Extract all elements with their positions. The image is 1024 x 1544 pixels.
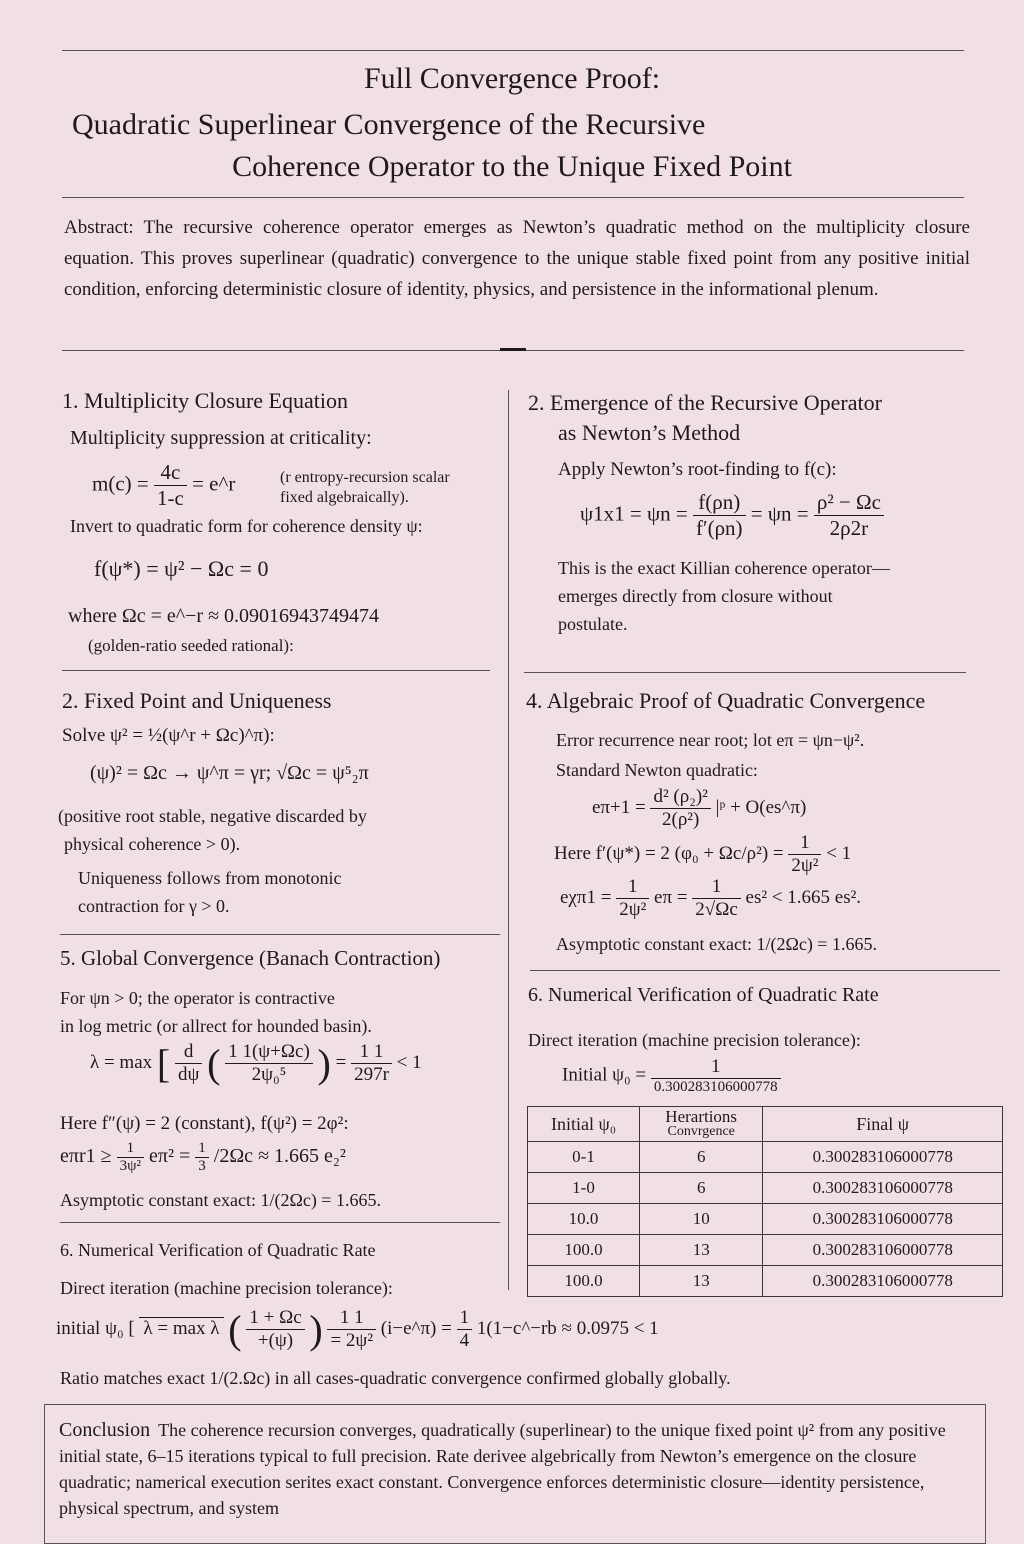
conclusion-box [44, 1404, 986, 1544]
col-final: Final ψ [763, 1107, 1003, 1142]
section-1-heading: 1. Multiplicity Closure Equation [62, 388, 348, 413]
s1-equation: m(c) = $\frac{4c}{1-c}$ = e^r [92, 460, 236, 510]
table-row: 100.0 13 0.300283106000778 [528, 1235, 1003, 1266]
section-2-heading: 2. Emergence of the Recursive Operator as Newton’s Method [528, 390, 882, 445]
center-dash [500, 348, 526, 351]
s1-intro: Multiplicity suppression at criticality: [70, 427, 372, 449]
table-row: 10.0 10 0.300283106000778 [528, 1204, 1003, 1235]
s1-note: (r entropy-recursion scalar fixed algebraically). [280, 469, 450, 506]
s3-equation: (ψ)² = Ωc → ψ^π = γr; √Ωc = ψ⁵₂π [90, 762, 369, 784]
section-4-heading: 4. Algebraic Proof of Quadratic Convergence [526, 688, 926, 713]
abstract-text: The recursive coherence operator emerges as Newton’s quadratic method on the multiplicity closure equation. This proves superlinear (quadratic) convergence to the unique stable fixed point from any positive initial condition, enforcing deterministic closure of identity, physics, and persistence in the informational plenum. [64, 217, 970, 300]
table-row: 100.0 13 0.300283106000778 [528, 1266, 1003, 1297]
section-6-heading: 6. Numerical Verification of Quadratic Rate [528, 984, 879, 1006]
title-line-2: Quadratic Superlinear Convergence of the Recursive [72, 108, 706, 141]
s5-lambda: λ = max [ $\frac{d}{d\psi}$ ( $\frac{1 1(\psi+\Omega c)}{\text{2ψ₀⁵}}$ ) = $\frac{1 1}{297r}$ < 1 [90, 1041, 422, 1086]
s4-standard: Standard Newton quadratic: [556, 760, 758, 780]
s7-equation: initial ψ₀ [ λ = max λ ( $\frac{1 + \Omega c}{+(\psi)}$ ) $\frac{1 1}{\text{= 2ψ²}}$ (i−e^π) = $\frac{1}{4}$ 1(1−c^−rb ≈ 0.0975 < 1 [56, 1307, 659, 1352]
col-iterations: Herartions Convrgence [639, 1107, 762, 1142]
section-5-heading: 5. Global Convergence (Banach Contraction) [60, 946, 441, 970]
table-row: 0-1 6 0.300283106000778 [528, 1142, 1003, 1173]
title-line-1: Full Convergence Proof: [363, 62, 661, 95]
s2-apply: Apply Newton’s root-finding to f(c): [558, 459, 837, 480]
s4-rule [530, 970, 1000, 971]
conclusion-label: Conclusion [59, 1419, 151, 1441]
s3-rule [60, 934, 500, 935]
s4-asymptotic: Asymptotic constant exact: 1/(2Ωc) = 1.665. [556, 934, 877, 954]
col-initial: Initial ψ₀ [528, 1107, 640, 1142]
s7-direct: Direct iteration (machine precision tolerance): [60, 1278, 393, 1298]
s4-eq1: eπ+1 = $\frac{\text{d² (ρ₂)²}}{\text{2(ρ²)}}$ |ᵖ + O(es^π) [592, 786, 807, 830]
s2-equation: ψ1x1 = ψn = $\frac{f(\rho n)}{f'(\rho n)}$ = ψn = $\frac{\text{ρ² − Ωc}}{2\rho 2r}$ [580, 490, 884, 541]
section-3-heading: 2. Fixed Point and Uniqueness [62, 688, 332, 713]
s5-asymptotic: Asymptotic constant exact: 1/(2Ωc) = 1.665. [60, 1190, 381, 1210]
section-7-heading: 6. Numerical Verification of Quadratic Rate [60, 1240, 376, 1260]
title-line-3: Coherence Operator to the Unique Fixed Point [232, 150, 792, 183]
s6-initial: Initial ψ₀ = $\frac{1}{0.300283106000778}$ [562, 1056, 781, 1096]
s6-direct: Direct iteration (machine precision tolerance): [528, 1030, 861, 1050]
s7-ratio: Ratio matches exact 1/(2.Ωc) in all cases-quadratic convergence confirmed globally globally. [60, 1368, 731, 1388]
table-header [528, 1107, 1003, 1142]
s1-invert: Invert to quadratic form for coherence density ψ: [70, 516, 423, 536]
s3-solve: Solve ψ² = ½(ψ^r + Ωc)^π): [62, 725, 275, 746]
s4-error: Error recurrence near root; lot eπ = ψn−ψ². [556, 730, 865, 750]
s5-text: For ψn > 0; the operator is contractive in log metric (or allrect for hounded basin). [60, 988, 372, 1036]
s1-quadratic: f(ψ*) = ψ² − Ωc = 0 [94, 556, 269, 581]
abstract-label: Abstract: [64, 217, 134, 238]
s1-seed: (golden-ratio seeded rational): [88, 636, 294, 655]
s4-eq2: eχπ1 = $\frac{1}{\text{2ψ²}}$ eπ = $\frac{1}{2√\Omega c}$ es² < 1.665 es². [560, 876, 862, 920]
s1-where: where Ωc = e^−r ≈ 0.09016943749474 [68, 605, 380, 627]
s1-rule [62, 670, 490, 671]
table-row: 1-0 6 0.300283106000778 [528, 1173, 1003, 1204]
top-rule [62, 50, 964, 51]
conclusion-text: The coherence recursion converges, quadratically (superlinear) to the unique fixed point ψ² from any positive initial state, 6–15 iterations typical to full precision. Rate derivee algebrically from Newton’s emergence on the closure quadratic; namerical execution serites exact constant. Convergence enforces deterministic closure—identity persistence, physical spectrum, and system [59, 1420, 946, 1518]
title-rule [62, 197, 964, 198]
s4-here: Here f′(ψ*) = 2 (φ₀ + Ωc/ρ²) = $\frac{1}{\text{2ψ²}}$ < 1 [554, 832, 852, 876]
abstract [64, 212, 970, 305]
column-divider [508, 390, 509, 1290]
s2-rule [524, 672, 966, 673]
s2-text: This is the exact Killian coherence operator— emerges directly from closure without postulate. [558, 558, 890, 634]
s5-rule [60, 1222, 500, 1223]
s3-uniqueness: Uniqueness follows from monotonic contraction for γ > 0. [78, 868, 342, 916]
convergence-table [527, 1106, 1003, 1297]
s5-here: Here f″(ψ) = 2 (constant), f(ψ²) = 2φ²: [60, 1113, 349, 1134]
s5-error: eπr1 ≥ $\frac{1}{\text{3ψ²}}$ eπ² = $\frac{1}{3}$ /2Ωc ≈ 1.665 e₂² [60, 1140, 346, 1174]
s3-text: (positive root stable, negative discarded by physical coherence > 0). [58, 806, 367, 854]
